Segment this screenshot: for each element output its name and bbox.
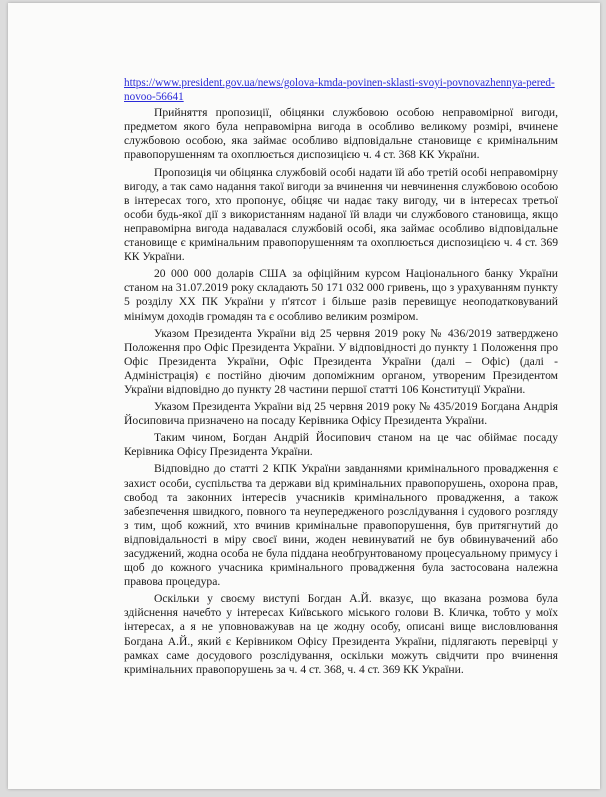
paragraph-decree-436: Указом Президента України від 25 червня 2019 року № 436/2019 затверджено Положення про Офіс Президента України. У відповідності до пункту 1 Положення про Офіс Президента України, Офіс Президента України (далі – Офіс) (далі - Адміністрація) є постійно діючим допоміжним органом, утвореним Президентом України відповідно до пункту 28 частини першої статті 106 Конституції України. <box>124 326 558 396</box>
paragraph-amount-usd: 20 000 000 доларів США за офіційним курсом Національного банку України станом на 31.07.2019 року складають 50 171 032 000 гривень, що з урахуванням пункту 5 розділу XX ПК України у п'ятсот і більше разів перевищує неоподатковуваний мінімум доходів громадян та є особливо великим розміром. <box>124 267 558 323</box>
paragraph-decree-435: Указом Президента України від 25 червня 2019 року № 435/2019 Богдана Андрія Йосиповича призначено на посаду Керівника Офісу Президента України. <box>124 400 558 428</box>
source-link-line-2[interactable]: novoo-56641 <box>124 91 184 104</box>
paragraph-conclusion: Оскільки у своєму виступі Богдан А.Й. вказує, що вказана розмова була здійснення начебто у інтересах Київського міського голови В. Кличка, тобто у моїх інтересах, а я не уповноважував на це жодну особу, описані вище висловлювання Богдана А.Й., який є Керівником Офісу Президента України, підлягають перевірці у рамках саме досудового розслідування, оскільки можуть свідчити про вчинення кримінальних правопорушень за ч. 4 ст. 368, ч. 4 ст. 369 КК України. <box>124 592 558 676</box>
source-link-line-1[interactable]: https://www.president.gov.ua/news/golova-kmda-povinen-sklasti-svoyi-povnovazhennya-pered- <box>124 77 555 89</box>
paragraph-acceptance-of-bribe: Прийняття пропозиції, обіцянки службовою особою неправомірної вигоди, предметом якого була неправомірна вигода в особливо великому розмірі, вчинене службовою особою, яка займає особливо відповідальне становище є кримінальним правопорушенням та охоплюється диспозицією ч. 4 ст. 368 КК України. <box>124 106 558 162</box>
document-body <box>124 76 558 680</box>
paragraph-article-2-kpk: Відповідно до статті 2 КПК України завданнями кримінального провадження є захист особи, суспільства та держави від кримінальних правопорушень, охорона прав, свобод та законних інтересів учасників кримінального провадження, а також забезпечення швидкого, повного та неупередженого розслідування і судового розгляду з тим, щоб кожний, хто вчинив кримінальне правопорушення, був притягнутий до відповідальності в міру своєї вини, жоден невинуватий не був обвинувачений або засуджений, жодна особа не була піддана необґрунтованому процесуальному примусу і щоб до кожного учасника кримінального провадження була застосована належна правова процедура. <box>124 462 558 589</box>
source-link[interactable] <box>124 76 558 104</box>
document-page <box>8 3 600 789</box>
paragraph-current-position: Таким чином, Богдан Андрій Йосипович станом на це час обіймає посаду Керівника Офісу Президента України. <box>124 431 558 459</box>
paragraph-offer-of-bribe: Пропозиція чи обіцянка службовій особі надати їй або третій особі неправомірну вигоду, а так само надання такої вигоди за вчинення чи невчинення службовою особою в інтересах того, хто пропонує, обіцяє чи надає таку вигоду, чи в інтересах третьої особи будь-якої дії з використанням наданої їй влади чи службового становища, якщо неправомірна вигода надавалася службовій особі, яка займає особливо відповідальне становище є кримінальним правопорушенням та охоплюється диспозицією ч. 4 ст. 369 КК України. <box>124 165 558 264</box>
